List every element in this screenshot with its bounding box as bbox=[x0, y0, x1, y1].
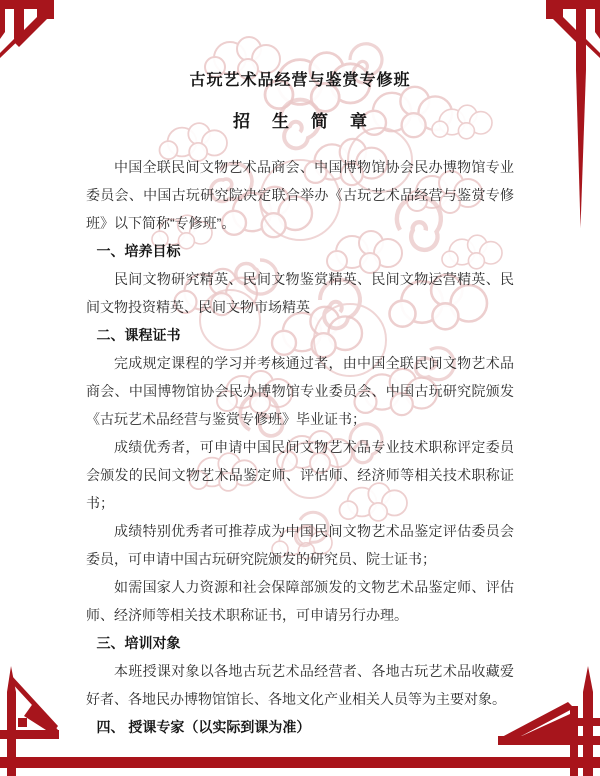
page-title: 古玩艺术品经营与鉴赏专修班 bbox=[189, 72, 411, 89]
section-heading-certificates: 二、课程证书 bbox=[96, 327, 181, 343]
body-paragraph: 民间文物研究精英、民间文物鉴赏精英、民间文物运营精英、民间文物投资精英、民间文物市场精英 bbox=[86, 271, 514, 315]
section-heading-trainees: 三、培训对象 bbox=[96, 635, 181, 651]
page-subtitle: 招生简章 bbox=[233, 112, 389, 131]
body-paragraph: 成绩优秀者，可申请中国民间文物艺术品专业技术职称评定委员会颁发的民间文物艺术品鉴定师、评估师、经济师等相关技术职称证书； bbox=[86, 439, 514, 511]
body-paragraph: 如需国家人力资源和社会保障部颁发的文物艺术品鉴定师、评估师、经济师等相关技术职称证书，可申请另行办理。 bbox=[86, 579, 514, 623]
intro-paragraph: 中国全联民间文物艺术品商会、中国博物馆协会民办博物馆专业委员会、中国古玩研究院决定联合举办《古玩艺术品经营与鉴赏专修班》以下简称“专修班”。 bbox=[86, 159, 514, 231]
section-heading-goals: 一、培养目标 bbox=[96, 243, 181, 259]
body-paragraph: 成绩特别优秀者可推荐成为中国民间文物艺术品鉴定评估委员会委员，可申请中国古玩研究院颁发的研究员、院士证书； bbox=[86, 523, 514, 567]
body-paragraph: 本班授课对象以各地古玩艺术品经营者、各地古玩艺术品收藏爱好者、各地民办博物馆馆长、各地文化产业相关人员等为主要对象。 bbox=[86, 663, 514, 707]
section-heading-lecturers: 四、 授课专家（以实际到课为准） bbox=[96, 719, 311, 735]
body-paragraph: 完成规定课程的学习并考核通过者，由中国全联民间文物艺术品商会、中国博物馆协会民办博物馆专业委员会、中国古玩研究院颁发《古玩艺术品经营与鉴赏专修班》毕业证书； bbox=[86, 355, 514, 427]
